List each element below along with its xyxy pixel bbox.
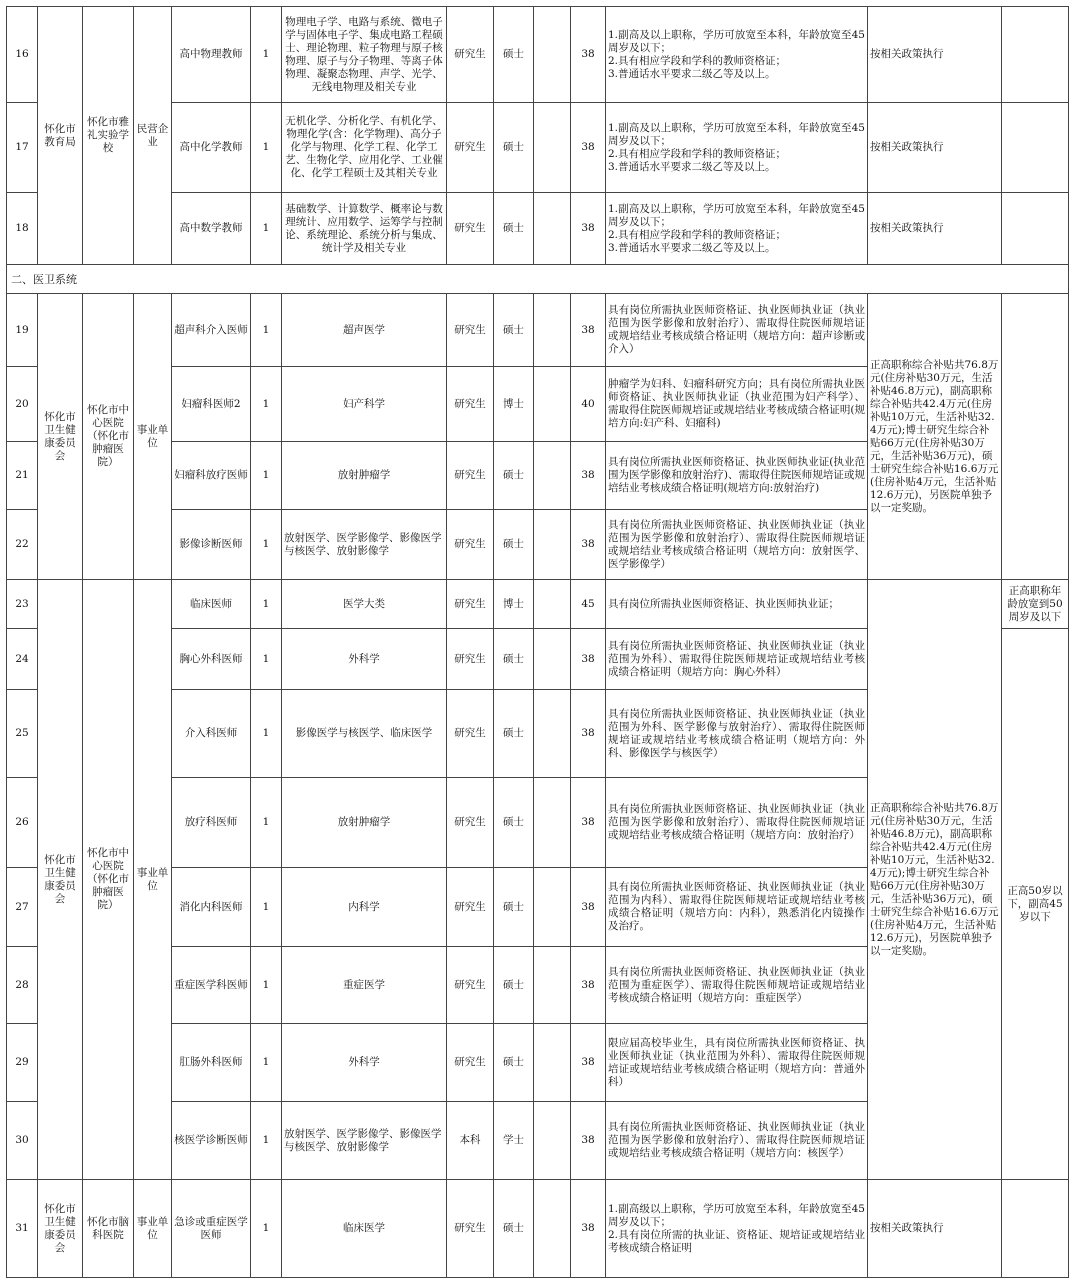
row-number: 30 (7, 1102, 38, 1180)
requirement-cell: 具有岗位所需执业医师资格证、执业医师执业证（执业范围为医学影像和放射治疗）、需取得住院医师规培证或规培结业考核成绩合格证明（规培方向：超声诊断或介入） (606, 294, 868, 367)
blank-cell (534, 629, 571, 690)
row-number: 28 (7, 947, 38, 1024)
section-title: 二、医卫系统 (7, 265, 1069, 294)
nature-cell: 事业单位 (134, 580, 172, 1180)
table-row (7, 580, 1069, 629)
department-cell: 怀化市教育局 (38, 7, 83, 265)
post-cell: 妇瘤科放疗医师 (172, 442, 251, 510)
blank-cell (534, 510, 571, 580)
requirement-cell: 1.副高级以上职称，学历可放宽至本科，年龄放宽至45周岁及以下； 2.具有岗位所需的执业证、资格证、规培证或规培结业考核成绩合格证明 (606, 1180, 868, 1278)
table-row (7, 1180, 1069, 1278)
nature-cell: 事业单位 (134, 1180, 172, 1278)
requirement-cell: 具有岗位所需执业医师资格证、执业医师执业证（执业范围为医学影像和放射治疗）、需取得住院医师规培证或规培结业考核成绩合格证明（规培方向：放射医学、医学影像学） (606, 510, 868, 580)
education-cell: 研究生 (447, 868, 494, 947)
table-row (7, 294, 1069, 367)
education-cell: 研究生 (447, 103, 494, 193)
blank-cell (534, 1024, 571, 1102)
note-cell (1002, 1180, 1069, 1278)
department-cell: 怀化市卫生健康委员会 (38, 1180, 83, 1278)
age-cell: 38 (571, 1102, 606, 1180)
unit-cell: 怀化市中心医院（怀化市肿瘤医院） (83, 580, 134, 1180)
quota-cell: 1 (251, 294, 282, 367)
post-cell: 超声科介入医师 (172, 294, 251, 367)
unit-cell: 怀化市雅礼实验学校 (83, 7, 134, 265)
quota-cell: 1 (251, 1180, 282, 1278)
note-cell (1002, 7, 1069, 103)
major-cell: 放射肿瘤学 (282, 442, 447, 510)
quota-cell: 1 (251, 367, 282, 442)
table-row (7, 7, 1069, 103)
education-cell: 研究生 (447, 690, 494, 778)
major-cell: 外科学 (282, 1024, 447, 1102)
recruitment-table (6, 6, 1069, 1278)
education-cell: 研究生 (447, 294, 494, 367)
post-cell: 影像诊断医师 (172, 510, 251, 580)
major-cell: 超声医学 (282, 294, 447, 367)
post-cell: 消化内科医师 (172, 868, 251, 947)
age-cell: 38 (571, 1024, 606, 1102)
nature-cell: 事业单位 (134, 294, 172, 580)
benefit-cell: 正高职称综合补贴共76.8万元(住房补贴30万元，生活补贴46.8万元)，副高职称综合补贴共42.4万元(住房补贴10万元，生活补贴32.4万元);博士研究生综合补贴66万元(住房补贴30万元，生活补贴36万元)，硕士研究生综合补贴16.6万元(住房补贴4万元，生活补贴12.6万元)，另医院单独予以一定奖励。 (868, 294, 1002, 580)
note-cell: 正高50岁以下，副高45岁以下 (1002, 629, 1069, 1180)
age-cell: 45 (571, 580, 606, 629)
age-cell: 38 (571, 778, 606, 868)
degree-cell: 博士 (494, 580, 534, 629)
note-cell (1002, 103, 1069, 193)
requirement-cell: 1.副高及以上职称，学历可放宽至本科，年龄放宽至45周岁及以下； 2.具有相应学段和学科的教师资格证； 3.普通话水平要求二级乙等及以上。 (606, 193, 868, 265)
quota-cell: 1 (251, 103, 282, 193)
age-cell: 38 (571, 193, 606, 265)
requirement-cell: 具有岗位所需执业医师资格证、执业医师执业证（执业范围为外科、医学影像与放射治疗）、需取得住院医师规培证或规培结业考核成绩合格证明（规培方向：外科、影像医学与核医学） (606, 690, 868, 778)
post-cell: 核医学诊断医师 (172, 1102, 251, 1180)
blank-cell (534, 1102, 571, 1180)
quota-cell: 1 (251, 629, 282, 690)
department-cell: 怀化市卫生健康委员会 (38, 294, 83, 580)
quota-cell: 1 (251, 690, 282, 778)
requirement-cell: 1.副高及以上职称，学历可放宽至本科，年龄放宽至45周岁及以下； 2.具有相应学段和学科的教师资格证； 3.普通话水平要求二级乙等及以上。 (606, 7, 868, 103)
age-cell: 38 (571, 868, 606, 947)
post-cell: 胸心外科医师 (172, 629, 251, 690)
department-cell: 怀化市卫生健康委员会 (38, 580, 83, 1180)
nature-cell: 民营企业 (134, 7, 172, 265)
major-cell: 无机化学、分析化学、有机化学、物理化学(含：化学物理)、高分子化学与物理、化学工程、化学工艺、生物化学、应用化学、工业催化、化学工程硕士及其相关专业 (282, 103, 447, 193)
education-cell: 研究生 (447, 367, 494, 442)
major-cell: 放射肿瘤学 (282, 778, 447, 868)
benefit-cell: 按相关政策执行 (868, 1180, 1002, 1278)
section-row (7, 265, 1069, 294)
unit-cell: 怀化市中心医院（怀化市肿瘤医院） (83, 294, 134, 580)
blank-cell (534, 1180, 571, 1278)
post-cell: 肛肠外科医师 (172, 1024, 251, 1102)
education-cell: 本科 (447, 1102, 494, 1180)
note-cell: 正高职称年龄放宽到50周岁及以下 (1002, 580, 1069, 629)
major-cell: 放射医学、医学影像学、影像医学与核医学、放射影像学 (282, 1102, 447, 1180)
blank-cell (534, 367, 571, 442)
age-cell: 40 (571, 367, 606, 442)
post-cell: 高中数学教师 (172, 193, 251, 265)
row-number: 25 (7, 690, 38, 778)
row-number: 23 (7, 580, 38, 629)
degree-cell: 硕士 (494, 193, 534, 265)
post-cell: 重症医学科医师 (172, 947, 251, 1024)
blank-cell (534, 868, 571, 947)
blank-cell (534, 580, 571, 629)
requirement-cell: 1.副高及以上职称，学历可放宽至本科，年龄放宽至45周岁及以下； 2.具有相应学段和学科的教师资格证； 3.普通话水平要求二级乙等及以上。 (606, 103, 868, 193)
blank-cell (534, 193, 571, 265)
education-cell: 研究生 (447, 510, 494, 580)
unit-cell: 怀化市脑科医院 (83, 1180, 134, 1278)
requirement-cell: 具有岗位所需执业医师资格证、执业医师执业证(执业范围为医学影像和放射治疗)、需取得住院医师规培证或规培结业考核成绩合格证明(规培方向:放射治疗) (606, 442, 868, 510)
age-cell: 38 (571, 510, 606, 580)
requirement-cell: 具有岗位所需执业医师资格证、执业医师执业证； (606, 580, 868, 629)
degree-cell: 硕士 (494, 778, 534, 868)
quota-cell: 1 (251, 580, 282, 629)
post-cell: 介入科医师 (172, 690, 251, 778)
blank-cell (534, 294, 571, 367)
quota-cell: 1 (251, 7, 282, 103)
quota-cell: 1 (251, 1024, 282, 1102)
degree-cell: 硕士 (494, 442, 534, 510)
row-number: 21 (7, 442, 38, 510)
education-cell: 研究生 (447, 629, 494, 690)
post-cell: 高中化学教师 (172, 103, 251, 193)
row-number: 16 (7, 7, 38, 103)
major-cell: 基础数学、计算数学、概率论与数理统计、应用数学、运筹学与控制论、系统理论、系统分析与集成、统计学及相关专业 (282, 193, 447, 265)
note-cell (1002, 193, 1069, 265)
degree-cell: 硕士 (494, 103, 534, 193)
requirement-cell: 肿瘤学为妇科、妇瘤科研究方向；具有岗位所需执业医师资格证、执业医师执业证（执业范围为妇产科学）、需取得住院医师规培证或规培结业考核成绩合格证明(规培方向:妇产科、妇瘤科) (606, 367, 868, 442)
post-cell: 妇瘤科医师2 (172, 367, 251, 442)
degree-cell: 硕士 (494, 1180, 534, 1278)
age-cell: 38 (571, 442, 606, 510)
benefit-cell: 按相关政策执行 (868, 7, 1002, 103)
quota-cell: 1 (251, 1102, 282, 1180)
education-cell: 研究生 (447, 193, 494, 265)
row-number: 27 (7, 868, 38, 947)
major-cell: 外科学 (282, 629, 447, 690)
education-cell: 研究生 (447, 580, 494, 629)
blank-cell (534, 778, 571, 868)
quota-cell: 1 (251, 193, 282, 265)
quota-cell: 1 (251, 868, 282, 947)
requirement-cell: 具有岗位所需执业医师资格证、执业医师执业证（执业范围为重症医学）、需取得住院医师规培证或规培结业考核成绩合格证明（规培方向：重症医学） (606, 947, 868, 1024)
quota-cell: 1 (251, 778, 282, 868)
degree-cell: 硕士 (494, 947, 534, 1024)
education-cell: 研究生 (447, 1024, 494, 1102)
major-cell: 医学大类 (282, 580, 447, 629)
major-cell: 影像医学与核医学、临床医学 (282, 690, 447, 778)
benefit-cell: 按相关政策执行 (868, 193, 1002, 265)
major-cell: 放射医学、医学影像学、影像医学与核医学、放射影像学 (282, 510, 447, 580)
requirement-cell: 具有岗位所需执业医师资格证、执业医师执业证（执业范围为医学影像和放射治疗）、需取得住院医师规培证或规培结业考核成绩合格证明（规培方向：核医学） (606, 1102, 868, 1180)
age-cell: 38 (571, 294, 606, 367)
major-cell: 物理电子学、电路与系统、微电子学与固体电子学、集成电路工程硕士、理论物理、粒子物理与原子核物理、原子与分子物理、等离子体物理、凝聚态物理、声学、光学、无线电物理及相关专业 (282, 7, 447, 103)
major-cell: 临床医学 (282, 1180, 447, 1278)
benefit-cell: 正高职称综合补贴共76.8万元(住房补贴30万元，生活补贴46.8万元)，副高职称综合补贴共42.4万元(住房补贴10万元，生活补贴32.4万元);博士研究生综合补贴66万元(住房补贴30万元，生活补贴36万元)，硕士研究生综合补贴16.6万元(住房补贴4万元，生活补贴12.6万元)，另医院单独予以一定奖励。 (868, 580, 1002, 1180)
post-cell: 放疗科医师 (172, 778, 251, 868)
benefit-cell: 按相关政策执行 (868, 103, 1002, 193)
blank-cell (534, 442, 571, 510)
age-cell: 38 (571, 947, 606, 1024)
education-cell: 研究生 (447, 7, 494, 103)
major-cell: 妇产科学 (282, 367, 447, 442)
age-cell: 38 (571, 103, 606, 193)
age-cell: 38 (571, 690, 606, 778)
degree-cell: 硕士 (494, 510, 534, 580)
age-cell: 38 (571, 1180, 606, 1278)
degree-cell: 学士 (494, 1102, 534, 1180)
row-number: 18 (7, 193, 38, 265)
requirement-cell: 具有岗位所需执业医师资格证、执业医师执业证（执业范围为内科）、需取得住院医师规培证或规培结业考核成绩合格证明（规培方向：内科），熟悉消化内镜操作及治疗。 (606, 868, 868, 947)
education-cell: 研究生 (447, 947, 494, 1024)
row-number: 24 (7, 629, 38, 690)
major-cell: 内科学 (282, 868, 447, 947)
row-number: 20 (7, 367, 38, 442)
age-cell: 38 (571, 7, 606, 103)
major-cell: 重症医学 (282, 947, 447, 1024)
degree-cell: 硕士 (494, 1024, 534, 1102)
requirement-cell: 具有岗位所需执业医师资格证、执业医师执业证（执业范围为外科）、需取得住院医师规培证或规培结业考核成绩合格证明（规培方向：胸心外科） (606, 629, 868, 690)
degree-cell: 硕士 (494, 294, 534, 367)
education-cell: 研究生 (447, 1180, 494, 1278)
note-cell (1002, 294, 1069, 580)
education-cell: 研究生 (447, 778, 494, 868)
blank-cell (534, 947, 571, 1024)
age-cell: 38 (571, 629, 606, 690)
degree-cell: 博士 (494, 367, 534, 442)
row-number: 29 (7, 1024, 38, 1102)
post-cell: 临床医师 (172, 580, 251, 629)
row-number: 22 (7, 510, 38, 580)
blank-cell (534, 103, 571, 193)
requirement-cell: 限应届高校毕业生，具有岗位所需执业医师资格证、执业医师执业证（执业范围为外科）、需取得住院医师规培证或规培结业考核成绩合格证明（规培方向：普通外科） (606, 1024, 868, 1102)
requirement-cell: 具有岗位所需执业医师资格证、执业医师执业证（执业范围为医学影像和放射治疗）、需取得住院医师规培证或规培结业考核成绩合格证明（规培方向：放射治疗） (606, 778, 868, 868)
row-number: 26 (7, 778, 38, 868)
blank-cell (534, 690, 571, 778)
quota-cell: 1 (251, 442, 282, 510)
row-number: 17 (7, 103, 38, 193)
degree-cell: 硕士 (494, 629, 534, 690)
degree-cell: 硕士 (494, 7, 534, 103)
row-number: 31 (7, 1180, 38, 1278)
degree-cell: 硕士 (494, 690, 534, 778)
post-cell: 急诊或重症医学医师 (172, 1180, 251, 1278)
row-number: 19 (7, 294, 38, 367)
blank-cell (534, 7, 571, 103)
post-cell: 高中物理教师 (172, 7, 251, 103)
quota-cell: 1 (251, 510, 282, 580)
quota-cell: 1 (251, 947, 282, 1024)
degree-cell: 硕士 (494, 868, 534, 947)
education-cell: 研究生 (447, 442, 494, 510)
